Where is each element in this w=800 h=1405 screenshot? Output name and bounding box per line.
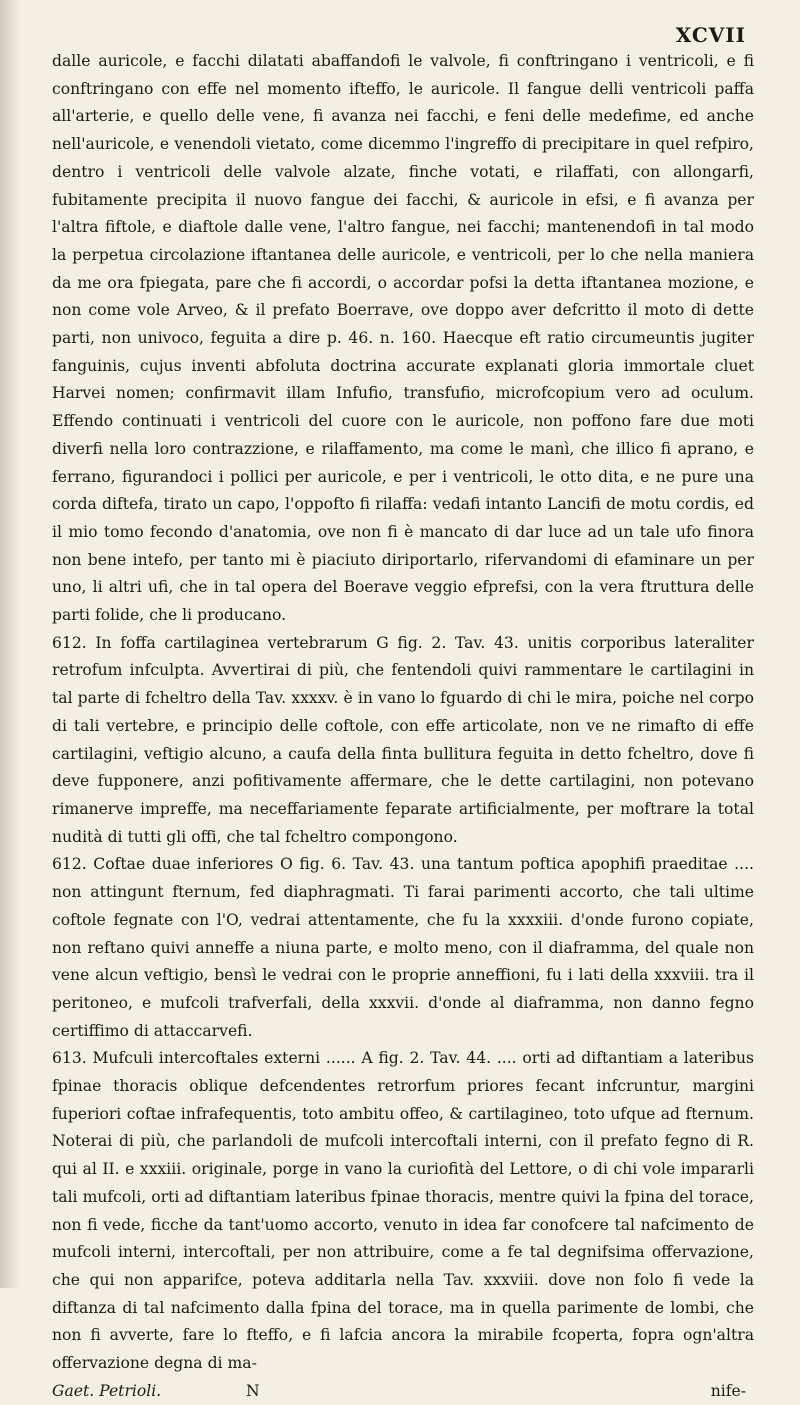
page-footer (52, 1378, 754, 1405)
body-text (52, 48, 754, 1378)
author-name: Gaet. Petrioli. (52, 1381, 162, 1400)
page-number: XCVII (675, 23, 746, 47)
paragraph-continuation: dalle auricole, e facchi dilatati abaffandofi le valvole, fi conftringano i ventricoli, e fi conftringano con effe nel momento ifteffo, le auricole. Il fangue delli ventricoli paffa all'arterie, e quello delle vene, fi avanza nei facchi, e feni delle medefime, ed anche nell'auricole, e venendoli vietato, come dicemmo l'ingreffo di precipitare in quel refpiro, dentro i ventricoli delle valvole alzate, finche votati, e rilaffati, con allongarfi, fubitamente precipita il nuovo fangue dei facchi, & auricole in efsi, e fi avanza per l'altra fiftole, e diaftole dalle vene, l'altro fangue, nei facchi; mantenendofi in tal modo la perpetua circolazione iftantanea delle auricole, e ventricoli, per lo che nella maniera da me ora fpiegata, pare che fi accordi, o accordar pofsi la detta iftantanea mozione, e non come vole Arveo, & il prefato Boerrave, ove doppo aver defcritto il moto di dette parti, non univoco, feguita a dire p. 46. n. 160. Haecque eft ratio circumeuntis jugiter fanguinis, cujus inventi abfoluta doctrina accurate explanati gloria immortale cluet Harvei nomen; confirmavit illam Infufio, transfufio, microfcopium vero ad oculum. Effendo continuati i ventricoli del cuore con le auricole, non poffono fare due moti diverfi nella loro contrazzione, e rilaffamento, ma come le manì, che illico fi aprano, e ferrano, figurandoci i pollici per auricole, e per i ventricoli, le otto dita, e ne pure una corda diftefa, tirato un capo, l'oppofto fi rilaffa: vedafi intanto Lancifi de motu cordis, ed il mio tomo fecondo d'anatomia, ove non fi è mancato di dar luce ad un tale ufo finora non bene intefo, per tanto mi è piaciuto diriportarlo, rifervandomi di efaminare un per uno, li altri ufi, che in tal opera del Boerave veggio efprefsi, con la vera ftruttura delle parti folide, che li producano. (52, 52, 754, 625)
paragraph-612b: 612. Coftae duae inferiores O fig. 6. Tav. 43. una tantum poftica apophifi praeditae .... non attingunt fternum, fed diaphragmati. Ti farai parimenti accorto, che tali ultime coftole fegnate con l'O, vedrai attentamente, che fu la xxxxiii. d'onde furono copiate, non reftano quivi anneffe a niuna parte, e molto meno, con il diaframma, del quale non vene alcun veftigio, bensì le vedrai con le proprie anneffioni, fu i lati della xxxviii. tra il peritoneo, e mufcoli trafverfali, della xxxvii. d'onde al diaframma, non danno fegno certiffimo di attaccarvefi. (52, 855, 754, 1040)
paragraph-612a: 612. In foffa cartilaginea vertebrarum G fig. 2. Tav. 43. unitis corporibus lateraliter retrofum infculpta. Avvertirai di più, che fentendoli quivi rammentare le cartilagini in tal parte di fcheltro della Tav. xxxxv. è in vano lo fguardo di chi le mira, poiche nel corpo di tali vertebre, e principio delle coftole, con effe articolate, non ve ne rimafto di effe cartilagini, veftigio alcuno, a caufa della finta bullitura feguita in detto fcheltro, dove fi deve fupponere, anzi pofitivamente affermare, che le dette cartilagini, non potevano rimanerve impreffe, ma neceffariamente feparate artificialmente, per moftrare la total nudità di tutti gli offi, che tal fcheltro compongono. (52, 633, 754, 846)
binding-shadow (0, 0, 20, 1288)
catchword: nife- (710, 1381, 746, 1400)
paragraph-613: 613. Mufculi intercoftales externi ...... A fig. 2. Tav. 44. .... orti ad diftantiam a lateribus fpinae thoracis oblique defcendentes retrorfum priores fecant infcruntur, margini fuperiori coftae infrafequentis, toto ambitu offeo, & cartilagineo, toto ufque ad fternum. Noterai di più, che parlandoli de mufcoli intercoftali interni, con il prefato fegno di R. qui al II. e xxxiii. originale, porge in vano la curiofità del Lettore, o di chi vole impararli tali mufcoli, orti ad diftantiam lateribus fpinae thoracis, mentre quivi la fpina del torace, non fi vede, ficche da tant'uomo accorto, venuto in idea far conofcere tal nafcimento de mufcoli interni, intercoftali, per non attribuire, come a fe tal degnifsima offervazione, che qui non apparifce, poteva additarla nella Tav. xxxviii. dove non folo fi vede la diftanza di tal nafcimento dalla fpina del torace, ma in quella parimente de lombi, che non fi avverte, fare lo fteffo, e fi lafcia ancora la mirabile fcoperta, fopra ogn'altra offervazione degna di ma- (52, 1049, 754, 1373)
signature-mark: N (245, 1381, 260, 1400)
